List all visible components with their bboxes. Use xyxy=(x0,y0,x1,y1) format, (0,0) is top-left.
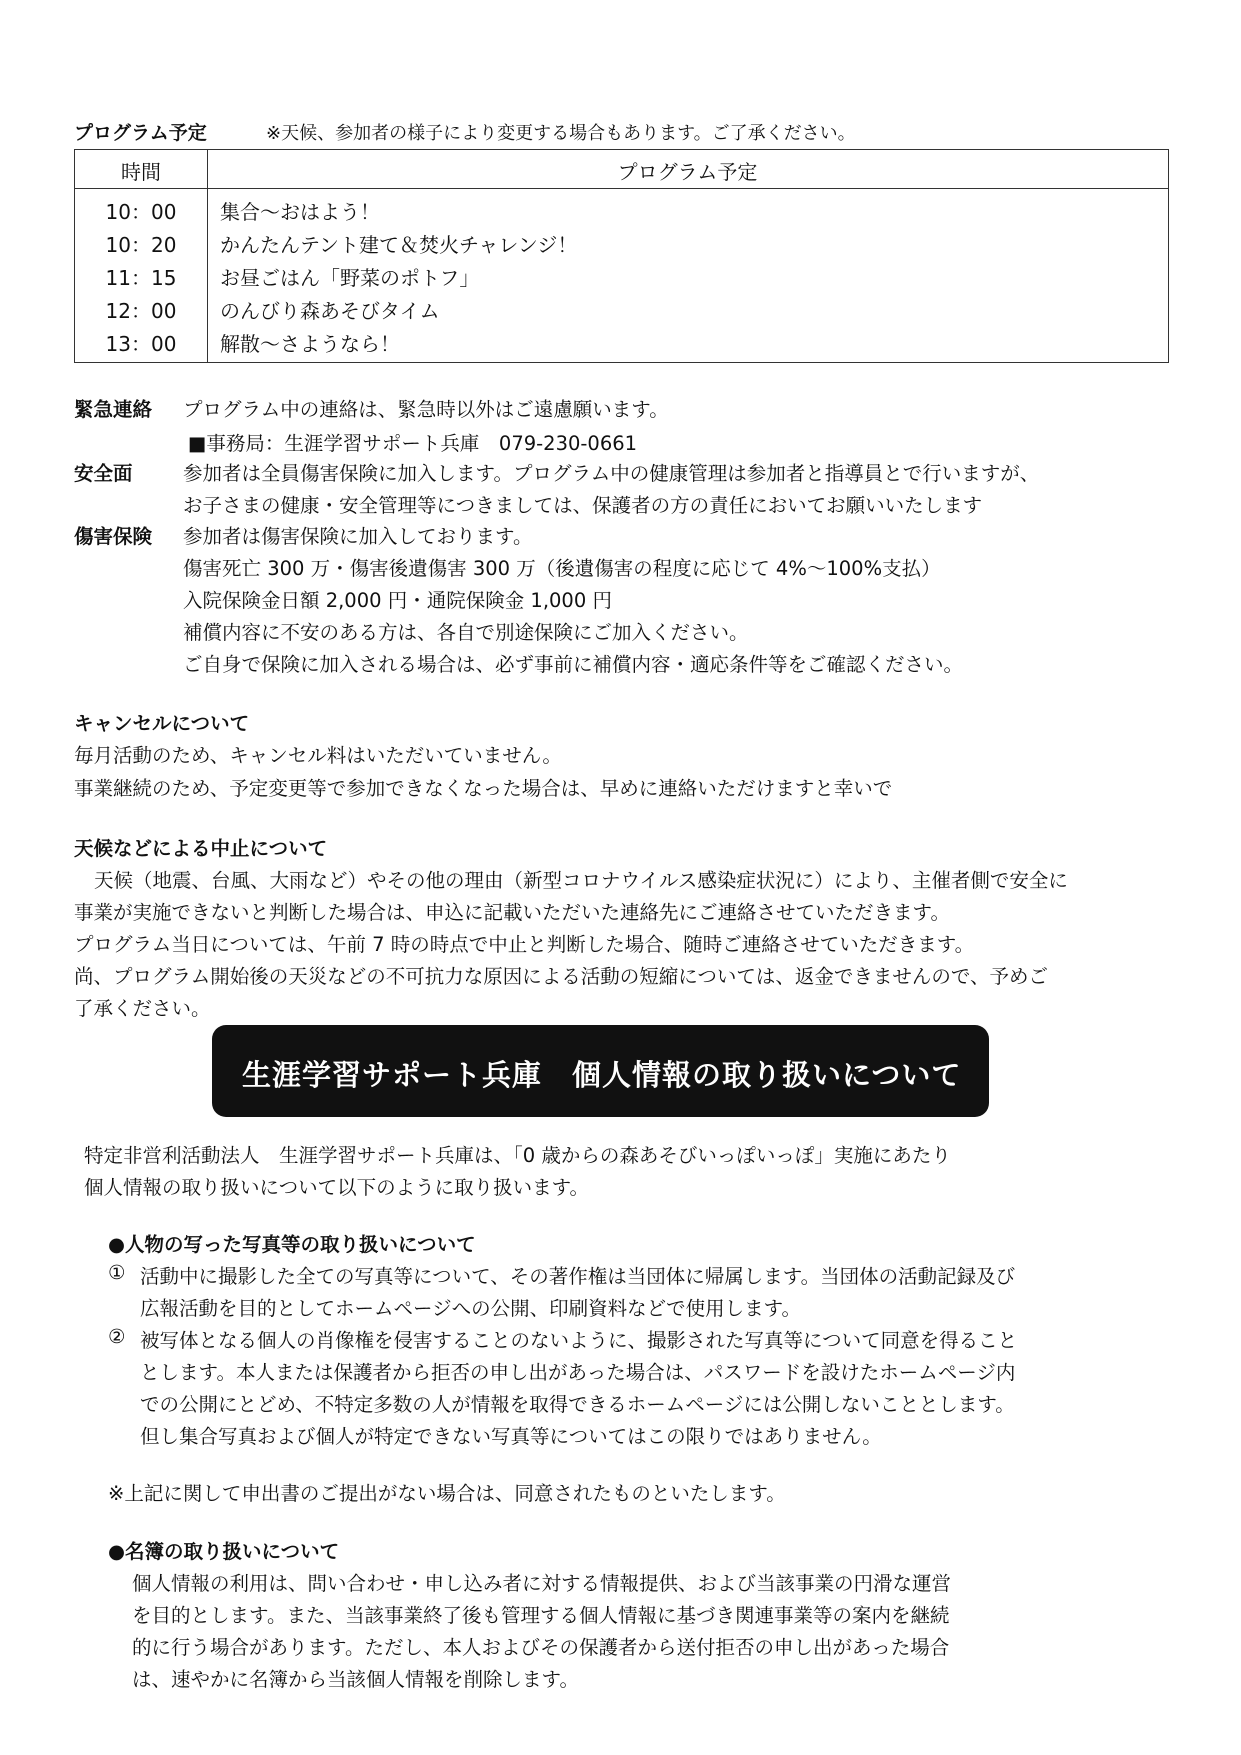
safety-line: お子さまの健康・安全管理等につきましては、保護者の方の責任においてお願いいたします xyxy=(183,494,983,517)
row-time: 12：00 xyxy=(105,299,177,323)
photos-item-num: ② xyxy=(108,1325,126,1348)
program-title: プログラム予定 xyxy=(74,122,207,144)
row-time: 10：20 xyxy=(105,233,177,257)
photos-item-line: とします。本人または保護者から拒否の申し出があった場合は、パスワードを設けたホームページ内 xyxy=(140,1361,1016,1384)
roster-line: 個人情報の利用は、問い合わせ・申し込み者に対する情報提供、および当該事業の円滑な運営 xyxy=(132,1572,952,1595)
emergency-contact: ■事務局：生涯学習サポート兵庫 079-230-0661 xyxy=(188,432,638,455)
photos-note: ※上記に関して申出書のご提出がない場合は、同意されたものといたします。 xyxy=(108,1482,786,1505)
insurance-line: 傷害死亡 300 万・傷害後遺傷害 300 万（後遺傷害の程度に応じて 4%～100%支払） xyxy=(183,557,941,580)
row-time: 10：00 xyxy=(105,200,177,224)
roster-line: 的に行う場合があります。ただし、本人およびその保護者から送付拒否の申し出があった場合 xyxy=(132,1636,950,1659)
safety-line: 参加者は全員傷害保険に加入します。プログラム中の健康管理は参加者と指導員とで行いますが、 xyxy=(183,462,1040,485)
table-row xyxy=(75,328,1168,361)
row-item: 解散～さようなら！ xyxy=(220,332,400,356)
table-header-divider xyxy=(75,188,1168,189)
safety-label: 安全面 xyxy=(74,462,133,485)
table-row xyxy=(75,229,1168,262)
photos-item-line: 広報活動を目的としてホームページへの公開、印刷資料などで使用します。 xyxy=(140,1297,802,1320)
schedule-table xyxy=(74,149,1169,363)
privacy-banner-title: 生涯学習サポート兵庫 個人情報の取り扱いについて xyxy=(242,1058,962,1092)
program-header xyxy=(74,118,856,145)
row-time: 13：00 xyxy=(105,332,177,356)
row-item: 集合～おはよう！ xyxy=(220,200,380,224)
roster-heading: ●名簿の取り扱いについて xyxy=(108,1540,340,1563)
header-program: プログラム予定 xyxy=(617,160,758,184)
insurance-line: 参加者は傷害保険に加入しております。 xyxy=(183,525,533,548)
emergency-label: 緊急連絡 xyxy=(74,398,153,421)
cancel-line: 事業継続のため、予定変更等で参加できなくなった場合は、早めに連絡いただけますと幸いで xyxy=(74,777,893,800)
insurance-label: 傷害保険 xyxy=(74,525,153,548)
cancel-line: 毎月活動のため、キャンセル料はいただいていません。 xyxy=(74,744,562,767)
row-item: お昼ごはん「野菜のポトフ」 xyxy=(220,266,480,290)
row-time: 11：15 xyxy=(105,266,177,290)
photos-item-line: 被写体となる個人の肖像権を侵害することのないように、撮影された写真等について同意を得ること xyxy=(140,1329,1018,1352)
photos-item-line: での公開にとどめ、不特定多数の人が情報を取得できるホームページには公開しないこととします。 xyxy=(140,1393,1015,1416)
table-row xyxy=(75,295,1168,328)
weather-line: 事業が実施できないと判断した場合は、申込に記載いただいた連絡先にご連絡させていただきます。 xyxy=(74,901,950,924)
photos-item-line: 但し集合写真および個人が特定できない写真等についてはこの限りではありません。 xyxy=(140,1425,882,1448)
photos-item-line: 活動中に撮影した全ての写真等について、その著作権は当団体に帰属します。当団体の活動記録及び xyxy=(140,1265,1016,1288)
insurance-line: 補償内容に不安のある方は、各自で別途保険にご加入ください。 xyxy=(183,621,749,644)
photos-item-num: ① xyxy=(108,1261,126,1284)
weather-line: プログラム当日については、午前 7 時の時点で中止と判断した場合、随時ご連絡させていただきます。 xyxy=(74,933,975,956)
row-item: のんびり森あそびタイム xyxy=(220,299,440,323)
table-row xyxy=(75,196,1168,229)
emergency-line: プログラム中の連絡は、緊急時以外はご遠慮願います。 xyxy=(183,398,669,421)
row-item: かんたんテント建て＆焚火チャレンジ！ xyxy=(220,233,578,257)
weather-heading: 天候などによる中止について xyxy=(74,837,328,860)
weather-line: 天候（地震、台風、大雨など）やその他の理由（新型コロナウイルス感染症状況に）により、主催者側で安全に xyxy=(94,869,1068,892)
header-time: 時間 xyxy=(121,160,161,184)
weather-line: 了承ください。 xyxy=(74,997,211,1020)
intro-line: 特定非営利活動法人 生涯学習サポート兵庫は、「0 歳からの森あそびいっぽいっぽ」実施にあたり xyxy=(84,1144,951,1167)
privacy-banner xyxy=(212,1025,989,1117)
photos-heading: ●人物の写った写真等の取り扱いについて xyxy=(108,1233,476,1256)
table-row xyxy=(75,262,1168,295)
insurance-line: ご自身で保険に加入される場合は、必ず事前に補償内容・適応条件等をご確認ください。 xyxy=(183,653,964,676)
program-note: ※天候、参加者の様子により変更する場合もあります。ご了承ください。 xyxy=(266,123,856,144)
insurance-line: 入院保険金日額 2,000 円・通院保険金 1,000 円 xyxy=(183,589,612,612)
weather-line: 尚、プログラム開始後の天災などの不可抗力な原因による活動の短縮については、返金できませんので、予めご xyxy=(74,965,1049,988)
roster-line: は、速やかに名簿から当該個人情報を削除します。 xyxy=(132,1668,579,1691)
intro-line: 個人情報の取り扱いについて以下のように取り扱います。 xyxy=(84,1176,590,1199)
cancel-heading: キャンセルについて xyxy=(74,712,250,735)
roster-line: を目的とします。また、当該事業終了後も管理する個人情報に基づき関連事業等の案内を継続 xyxy=(132,1604,950,1627)
